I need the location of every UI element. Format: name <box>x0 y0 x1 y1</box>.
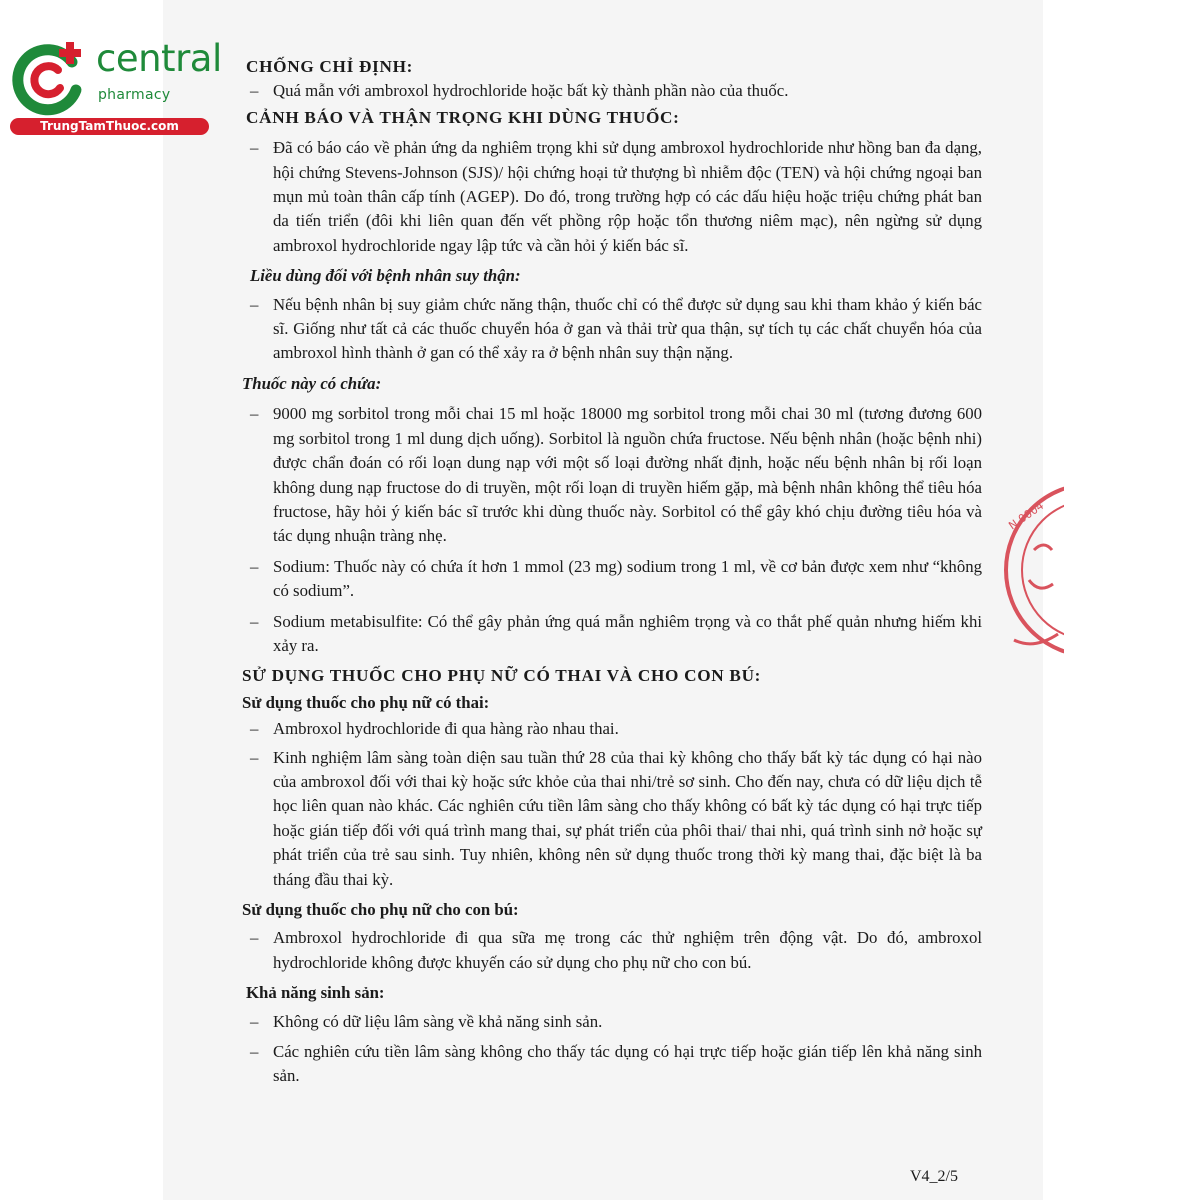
heading-lactation: Sử dụng thuốc cho phụ nữ cho con bú: <box>242 900 519 919</box>
list-item: – Đã có báo cáo về phản ứng da nghiêm trọng khi sử dụng ambroxol hydrochloride như hồng ban đa dạng, hội chứng Stevens-Johnson (SJS)/ hội chứng hoại tử thượng bì nhiễm độc (TEN) và hội chứng ngoại ban mụn mủ toàn thân cấp tính (AGEP). Do đó, trong trường hợp có các dấu hiệu hoặc triệu chứng phát ban da tiến triển (đôi khi liên quan đến vết phồng rộp hoặc tổn thương niêm mạc), nên ngừng sử dụng ambroxol hydrochloride ngay lập tức và cần hỏi ý kiến bác sĩ. <box>250 138 982 255</box>
list-item: – Nếu bệnh nhân bị suy giảm chức năng thận, thuốc chỉ có thể được sử dụng sau khi tham khảo ý kiến bác sĩ. Giống như tất cả các thuốc chuyển hóa ở gan và thải trừ qua thận, sự tích tụ các chất chuyển hóa của ambroxol hình thành ở gan có thể xảy ra ở bệnh nhân suy thận nặng. <box>250 294 982 363</box>
heading-pregnancy: Sử dụng thuốc cho phụ nữ có thai: <box>242 692 490 712</box>
heading-warnings: CẢNH BÁO VÀ THẬN TRỌNG KHI DÙNG THUỐC: <box>246 107 680 127</box>
list-item: – Sodium: Thuốc này có chứa ít hơn 1 mmol (23 mg) sodium trong 1 ml, về cơ bản được xem như “không có sodium”. <box>250 556 982 601</box>
logo-brand-text: central <box>96 37 222 80</box>
red-seal-stamp-icon <box>1004 470 1064 670</box>
stamp-text: N.0004 <box>1006 499 1047 533</box>
heading-pregnancy-lactation: SỬ DỤNG THUỐC CHO PHỤ NỮ CÓ THAI VÀ CHO CON BÚ: <box>242 666 762 686</box>
central-logo-icon <box>10 38 90 118</box>
logo-site-url[interactable]: TrungTamThuoc.com <box>10 118 209 135</box>
heading-fertility: Khả năng sinh sản: <box>246 983 385 1003</box>
list-item: – Không có dữ liệu lâm sàng về khả năng sinh sản. <box>250 1011 603 1031</box>
heading-contraindications: CHỐNG CHỈ ĐỊNH: <box>246 57 414 76</box>
page-version-footer: V4_2/5 <box>910 1168 958 1185</box>
list-item: – Quá mẫn với ambroxol hydrochloride hoặc bất kỳ thành phần nào của thuốc. <box>250 81 789 101</box>
list-item: – Ambroxol hydrochloride đi qua sữa mẹ trong các thử nghiệm trên động vật. Do đó, ambroxol hydrochloride không được khuyến cáo sử dụng cho phụ nữ cho con bú. <box>250 928 982 972</box>
heading-renal-dosage: Liều dùng đối với bệnh nhân suy thận: <box>250 266 521 286</box>
list-item: – Kinh nghiệm lâm sàng toàn diện sau tuần thứ 28 của thai kỳ không cho thấy bất kỳ tác dụng có hại nào của ambroxol đối với thai kỳ hoặc sức khỏe của thai nhi/trẻ sơ sinh. Cho đến nay, chưa có dữ liệu dịch tễ học liên quan nào khác. Các nghiên cứu tiền lâm sàng cho thấy không có bất kỳ tác dụng có hại trực tiếp hoặc gián tiếp đối với quá trình mang thai, sự phát triển của phôi thai/ thai nhi, quá trình sinh nở hoặc sự phát triển của trẻ sau sinh. Tuy nhiên, không nên sử dụng thuốc trong thời kỳ mang thai, đặc biệt là ba tháng đầu thai kỳ. <box>250 747 982 889</box>
list-item: – Ambroxol hydrochloride đi qua hàng rào nhau thai. <box>250 719 619 739</box>
logo-sub-text: pharmacy <box>98 87 171 103</box>
list-item: – Các nghiên cứu tiền lâm sàng không cho thấy tác dụng có hại trực tiếp hoặc gián tiếp lên khả năng sinh sản. <box>250 1042 982 1086</box>
central-pharmacy-logo[interactable] <box>10 37 222 138</box>
list-item: – 9000 mg sorbitol trong mỗi chai 15 ml hoặc 18000 mg sorbitol trong mỗi chai 30 ml (tương đương 600 mg sorbitol trong 1 ml dung dịch uống). Sorbitol là nguồn chứa fructose. Nếu bệnh nhân (hoặc bệnh nhi) được chẩn đoán có rối loạn dung nạp với một số loại đường nhất định, hoặc nếu bệnh nhân bị rối loạn không dung nạp fructose do di truyền, một rối loạn di truyền hiếm gặp, mà bệnh nhân không thể tiêu hóa fructose, hãy hỏi ý kiến bác sĩ trước khi dùng thuốc này. Sorbitol có thể gây khó chịu đường tiêu hóa và tác dụng nhuận tràng nhẹ. <box>250 404 982 546</box>
leaflet-text <box>242 55 982 1089</box>
list-item: – Sodium metabisulfite: Có thể gây phản ứng quá mẫn nghiêm trọng và co thắt phế quản nhưng hiếm khi xảy ra. <box>250 611 982 655</box>
heading-contains: Thuốc này có chứa: <box>242 373 382 393</box>
